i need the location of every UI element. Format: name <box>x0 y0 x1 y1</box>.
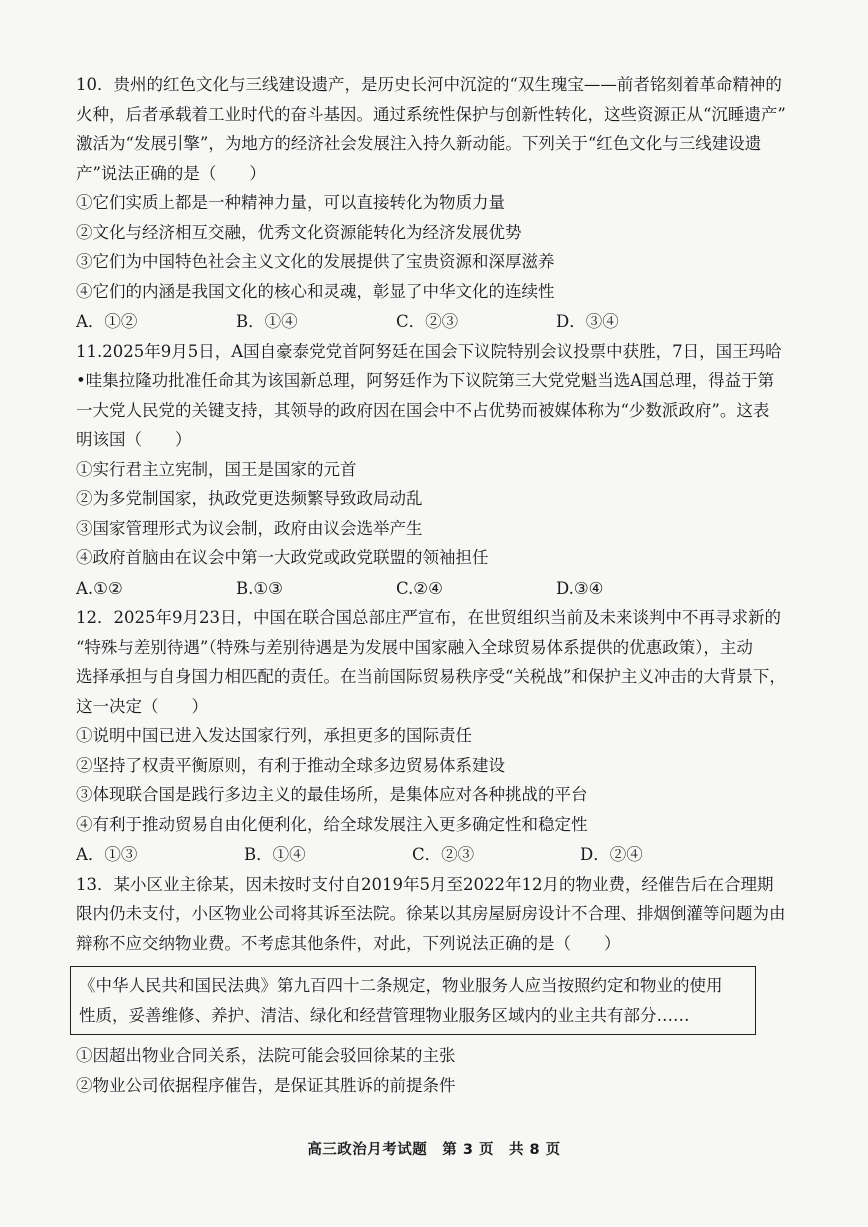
question-11-statement: ②为多党制国家，执政党更迭频繁导致政局动乱 <box>76 489 423 508</box>
question-12-statement: ①说明中国已进入发达国家行列，承担更多的国际责任 <box>76 726 472 745</box>
option-d: D.③④ <box>556 578 604 598</box>
question-13-stem-line: 限内仍未支付，小区物业公司将其诉至法院。徐某以其房屋厨房设计不合理、排烟倒灌等问题为由 <box>76 904 786 923</box>
page-content <box>76 70 828 1100</box>
question-11-options <box>76 574 828 604</box>
quote-line: 性质，妥善维修、养护、清洁、绿化和经营管理物业服务区域内的业主共有部分…… <box>79 1005 690 1025</box>
option-a: A．①③ <box>76 845 138 864</box>
question-12-stem-line: “特殊与差别待遇”（特殊与差别待遇是为发展中国家融入全球贸易体系提供的优惠政策），主动 <box>76 637 753 657</box>
option-b: B.①③ <box>236 578 283 598</box>
page-footer: 高三政治月考试题 第 3 页 共 8 页 <box>307 1142 561 1158</box>
question-10-statement: ③它们为中国特色社会主义文化的发展提供了宝贵资源和深厚滋养 <box>76 252 555 271</box>
civil-code-quote-box <box>70 966 756 1035</box>
question-12-statement: ③体现联合国是践行多边主义的最佳场所，是集体应对各种挑战的平台 <box>76 785 588 804</box>
question-11-stem-line: 一大党人民党的关键支持，其领导的政府因在国会中不占优势而被媒体称为“少数派政府”。这表 <box>76 400 770 420</box>
question-11-statement: ①实行君主立宪制，国王是国家的元首 <box>76 459 357 479</box>
question-12-stem-line: 选择承担与自身国力相匹配的责任。在当前国际贸易秩序受“关税战”和保护主义冲击的大背景下， <box>76 667 786 686</box>
question-11 <box>76 337 828 604</box>
question-13-stem-line: 13．某小区业主徐某，因未按时支付自2019年5月至2022年12月的物业费，经催告后在合理期 <box>76 874 774 894</box>
question-11-statement: ④政府首脑由在议会中第一大政党或政党联盟的领袖担任 <box>76 548 489 567</box>
option-b: B．①④ <box>236 312 298 331</box>
question-13-stem-line: 辩称不应交纳物业费。不考虑其他条件，对此，下列说法正确的是（ ） <box>76 933 621 953</box>
option-b: B．①④ <box>244 845 306 864</box>
option-d: D．②④ <box>580 845 643 864</box>
question-12-stem-line: 12．2025年9月23日，中国在联合国总部庄严宣布，在世贸组织当前及未来谈判中不再寻求新的 <box>76 608 781 627</box>
question-10-stem-line: 激活为“发展引擎”，为地方的经济社会发展注入持久新动能。下列关于“红色文化与三线建设遗 <box>76 134 762 153</box>
question-12-statement: ④有利于推动贸易自由化便利化，给全球发展注入更多确定性和稳定性 <box>76 814 588 834</box>
question-12-statement: ②坚持了权责平衡原则，有利于推动全球多边贸易体系建设 <box>76 755 505 775</box>
question-10-statement: ①它们实质上都是一种精神力量，可以直接转化为物质力量 <box>76 193 505 212</box>
quote-line: 《中华人民共和国民法典》第九百四十二条规定，物业服务人应当按照约定和物业的使用 <box>79 976 723 995</box>
option-c: C.②④ <box>396 578 443 598</box>
question-13-statement: ②物业公司依据程序催告，是保证其胜诉的前提条件 <box>76 1075 456 1095</box>
question-13-statement: ①因超出物业合同关系，法院可能会驳回徐某的主张 <box>76 1046 456 1065</box>
question-12-stem-line: 这一决定（ ） <box>76 696 208 716</box>
question-11-stem-line: 11.2025年9月5日，A国自豪泰党党首阿努廷在国会下议院特别会议投票中获胜，7日，国王玛哈 <box>76 341 782 361</box>
question-10-options <box>76 307 828 337</box>
question-10-stem-line: 火种，后者承载着工业时代的奋斗基因。通过系统性保护与创新性转化，这些资源正从“沉睡遗产” <box>76 104 786 124</box>
option-a: A．①② <box>76 312 138 331</box>
question-11-stem-line: •哇集拉隆功批准任命其为该国新总理，阿努廷作为下议院第三大党党魁当选A国总理，得益于第 <box>76 371 775 390</box>
question-11-statement: ③国家管理形式为议会制，政府由议会选举产生 <box>76 518 423 538</box>
option-c: C．②③ <box>412 845 475 864</box>
question-10-stem-line: 10．贵州的红色文化与三线建设遗产，是历史长河中沉淀的“双生瑰宝——前者铭刻着革命精神的 <box>76 75 782 94</box>
option-c: C．②③ <box>396 312 459 331</box>
option-d: D．③④ <box>556 312 619 331</box>
question-11-stem-line: 明该国（ ） <box>76 430 192 449</box>
question-10-statement: ④它们的内涵是我国文化的核心和灵魂，彰显了中华文化的连续性 <box>76 281 555 301</box>
question-10 <box>76 70 828 337</box>
question-13 <box>76 870 828 1101</box>
option-a: A.①② <box>76 578 123 598</box>
question-10-stem-line: 产”说法正确的是（ ） <box>76 163 266 183</box>
question-10-statement: ②文化与经济相互交融，优秀文化资源能转化为经济发展优势 <box>76 222 522 242</box>
question-12 <box>76 603 828 870</box>
question-12-options <box>76 840 828 870</box>
